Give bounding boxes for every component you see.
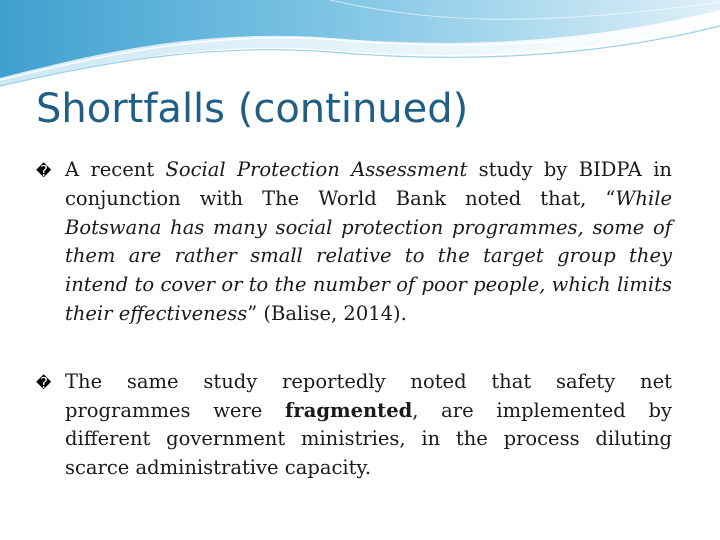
bullet-text-segment: , are implemented by different government ministries, in the process diluting scarce administrative capacity. bbox=[65, 398, 672, 480]
bullet-text-segment: fragmented bbox=[285, 398, 413, 422]
unknown-glyph-icon: � bbox=[36, 373, 52, 392]
header-wave-decoration bbox=[0, 0, 720, 90]
bullet-text-segment: Social Protection Assessment bbox=[165, 158, 468, 181]
bullet-text-segment: study by BIDPA in conjunction with The World Bank noted that, “ bbox=[65, 158, 672, 210]
bullet-text-segment: While Botswana has many social protection programmes, some of them are rather small relative to the target group they intend to cover or to the number of poor people, which limits their effectiveness bbox=[65, 186, 672, 325]
slide-title: Shortfalls (continued) bbox=[36, 86, 469, 132]
bullet-item bbox=[36, 368, 672, 483]
bullet-text-segment: A recent bbox=[65, 158, 166, 181]
slide-body bbox=[36, 156, 672, 522]
unknown-glyph-icon: � bbox=[36, 162, 52, 180]
bullet-text-segment: ” (Balise, 2014). bbox=[247, 301, 407, 325]
bullet-item bbox=[36, 156, 672, 329]
bullet-text-segment: The same study reportedly noted that safety net programmes were bbox=[65, 369, 672, 422]
